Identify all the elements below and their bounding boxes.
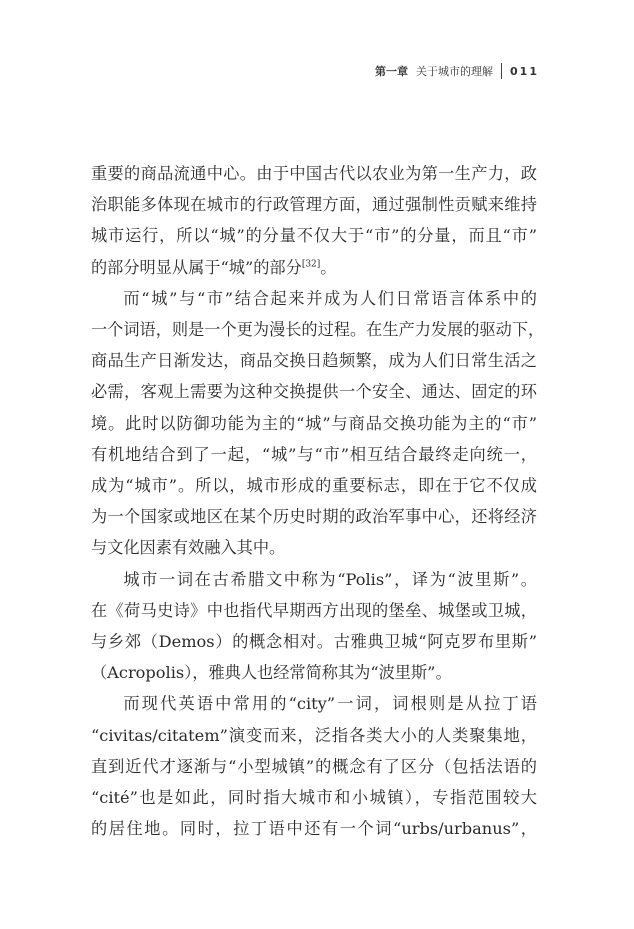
text-line: 一个词语，则是一个更为漫长的过程。在生产力发展的驱动下， <box>91 320 545 340</box>
text-line: 重要的商品流通中心。由于中国古代以农业为第一生产力，政 <box>91 164 537 183</box>
text-line: 直到近代才逐渐与“小型城镇”的概念有了区分（包括法语的 <box>91 756 537 776</box>
text-line: 在《荷马史诗》中也指代早期西方出现的堡垒、城堡或卫城， <box>91 600 537 620</box>
text-line <box>91 252 537 283</box>
paragraph-2 <box>91 283 545 564</box>
text-line: 境。此时以防御功能为主的“城”与商品交换功能为主的“市” <box>91 413 537 433</box>
text-line: 与乡郊（Demos）的概念相对。古雅典卫城“阿克罗布里斯” <box>91 632 537 652</box>
text-line: 成为“城市”。所以，城市形成的重要标志，即在于它不仅成 <box>91 476 537 496</box>
paragraph-1 <box>91 158 537 283</box>
text-line: 必需，客观上需要为这种交换提供一个安全、通达、固定的环 <box>91 382 537 402</box>
text-line: 城市一词在古希腊文中称为“Polis”，译为“波里斯”。 <box>123 569 537 589</box>
header-divider <box>501 63 502 79</box>
text-line: 的居住地。同时，拉丁语中还有一个词“urbs/urbanus”， <box>91 819 537 839</box>
chapter-title: 关于城市的理解 <box>416 65 494 78</box>
text-line: 为一个国家或地区在某个历史时期的政治军事中心，还将经济 <box>91 507 537 527</box>
footnote-reference: [32] <box>301 259 321 270</box>
text-line: 有机地结合到了一起，“城”与“市”相互结合最终走向统一， <box>91 444 537 464</box>
text-line: 而现代英语中常用的“city”一词，词根则是从拉丁语 <box>123 694 537 714</box>
body-text <box>91 158 545 844</box>
text-line: （Acropolis），雅典人也经常简称其为“波里斯”。 <box>91 663 452 683</box>
text-segment: 。 <box>320 257 337 277</box>
text-line: 城市运行，所以“城”的分量不仅大于“市”的分量，而且“市” <box>91 226 537 246</box>
running-header <box>375 63 539 79</box>
text-line: 而“城”与“市”结合起来并成为人们日常语言体系中的 <box>123 288 537 308</box>
text-line: “cité”也是如此，同时指大城市和小城镇），专指范围较大 <box>91 788 537 808</box>
text-line: “civitas/citatem”演变而来，泛指各类大小的人类聚集地， <box>91 725 537 745</box>
paragraph-4 <box>91 688 537 844</box>
paragraph-3 <box>91 564 537 689</box>
chapter-number: 第一章 <box>375 65 409 78</box>
text-line: 治职能多体现在城市的行政管理方面，通过强制性贡赋来维持 <box>91 195 537 215</box>
text-line: 与文化因素有效融入其中。 <box>91 538 286 558</box>
page-number: 011 <box>510 64 539 78</box>
text-line: 商品生产日渐发达，商品交换日趋频繁，成为人们日常生活之 <box>91 351 537 371</box>
text-segment: 的部分明显从属于“城”的部分 <box>91 257 302 277</box>
